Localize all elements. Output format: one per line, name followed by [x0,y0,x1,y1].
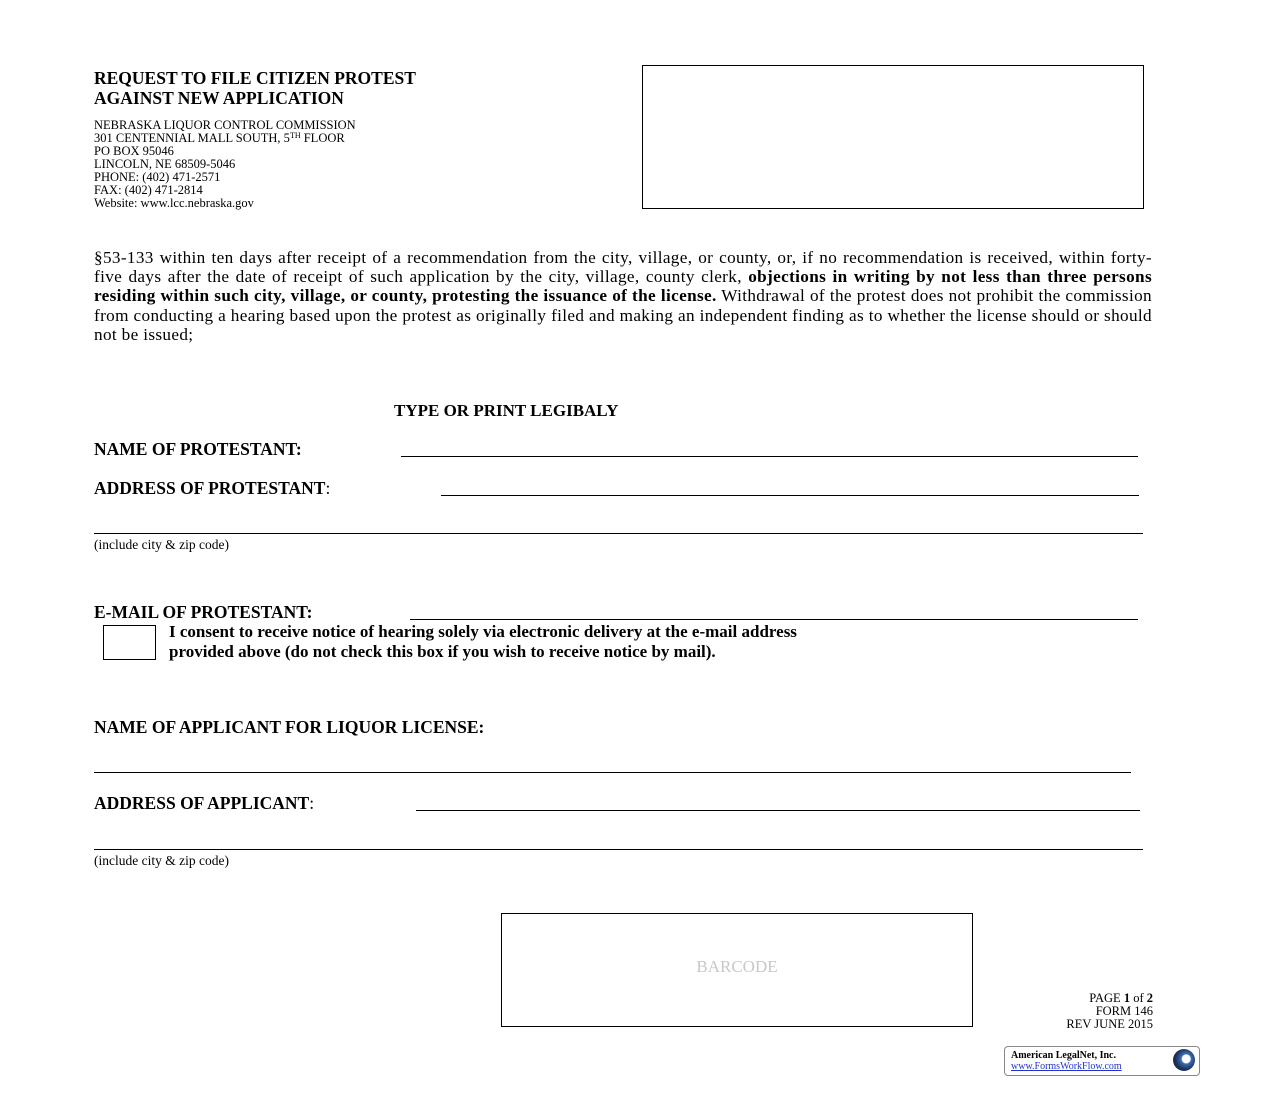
globe-logo-icon [1173,1049,1195,1071]
barcode-placeholder: BARCODE [696,957,778,976]
agency-fax: FAX: (402) 471-2814 [94,183,203,197]
consent-text [169,622,797,661]
address-of-protestant-label [94,478,330,499]
address-floor: FLOOR [300,131,345,145]
address-of-applicant-label [94,793,314,814]
agency-city: LINCOLN, NE 68509-5046 [94,157,236,171]
label-text: ADDRESS OF APPLICANT [94,793,310,813]
consent-line-2: provided above (do not check this box if you wish to receive notice by mail). [169,641,716,661]
form-title-line2: AGAINST NEW APPLICATION [94,88,344,108]
agency-po-box: PO BOX 95046 [94,144,174,158]
page-label: PAGE [1089,991,1124,1005]
page-of: of [1130,991,1147,1005]
statute-text-1: §53-133 within ten days after receipt of a recommendation from the city, village, or county, or, if no recommendation is received, within forty-five days after the date of receipt of such application by the city, village, county clerk, [94,248,1152,287]
label-colon: : [309,793,315,813]
page-total: 2 [1146,991,1153,1005]
office-use-box [642,65,1144,209]
email-of-protestant-label: E-MAIL OF PROTESTANT: [94,602,313,622]
publisher-link[interactable]: www.FormsWorkFlow.com [1011,1061,1122,1072]
label-colon: : [325,478,331,498]
address-of-protestant-field[interactable] [441,479,1139,496]
page-info [1066,992,1153,1031]
address-of-applicant-field-line2[interactable] [94,833,1143,850]
page-current: 1 [1123,991,1131,1005]
publisher-name: American LegalNet, Inc. [1011,1050,1116,1061]
consent-checkbox[interactable] [103,625,156,660]
address-of-protestant-field-line2[interactable] [94,517,1143,534]
statute-paragraph [94,248,1152,344]
statute-text-2: Withdrawal of the protest does not prohibit the commission from conducting a hearing based upon the protest as originally filed and making an independent finding as to whether the license should or should not be issued; [94,286,1152,344]
email-of-protestant-field[interactable] [410,603,1138,620]
address-of-applicant-field[interactable] [416,794,1140,811]
agency-phone: PHONE: (402) 471-2571 [94,170,221,184]
name-of-applicant-field[interactable] [94,756,1131,773]
agency-website: Website: www.lcc.nebraska.gov [94,196,254,210]
form-title [94,68,416,108]
form-heading: TYPE OR PRINT LEGIBALY [394,401,619,420]
publisher-badge[interactable] [1004,1046,1200,1076]
label-text: ADDRESS OF PROTESTANT [94,478,326,498]
statute-text-bold: objections in writing by not less than three persons residing within such city, village, or county, protesting the issuance of the license. [94,267,1152,306]
include-city-zip-note: (include city & zip code) [94,537,229,552]
revision-date: REV JUNE 2015 [1066,1017,1153,1031]
form-title-line1: REQUEST TO FILE CITIZEN PROTEST [94,68,416,88]
form-number: FORM 146 [1095,1004,1153,1018]
consent-line-1: I consent to receive notice of hearing solely via electronic delivery at the e-mail address [169,622,797,641]
address-text: 301 CENTENNIAL MALL SOUTH, 5 [94,131,290,145]
agency-name: NEBRASKA LIQUOR CONTROL COMMISSION [94,118,356,132]
name-of-protestant-label: NAME OF PROTESTANT: [94,439,302,459]
agency-contact-block [94,119,356,210]
include-city-zip-note-2: (include city & zip code) [94,853,229,868]
name-of-protestant-field[interactable] [401,440,1138,457]
name-of-applicant-label: NAME OF APPLICANT FOR LIQUOR LICENSE: [94,717,485,737]
address-superscript: TH [289,131,301,140]
